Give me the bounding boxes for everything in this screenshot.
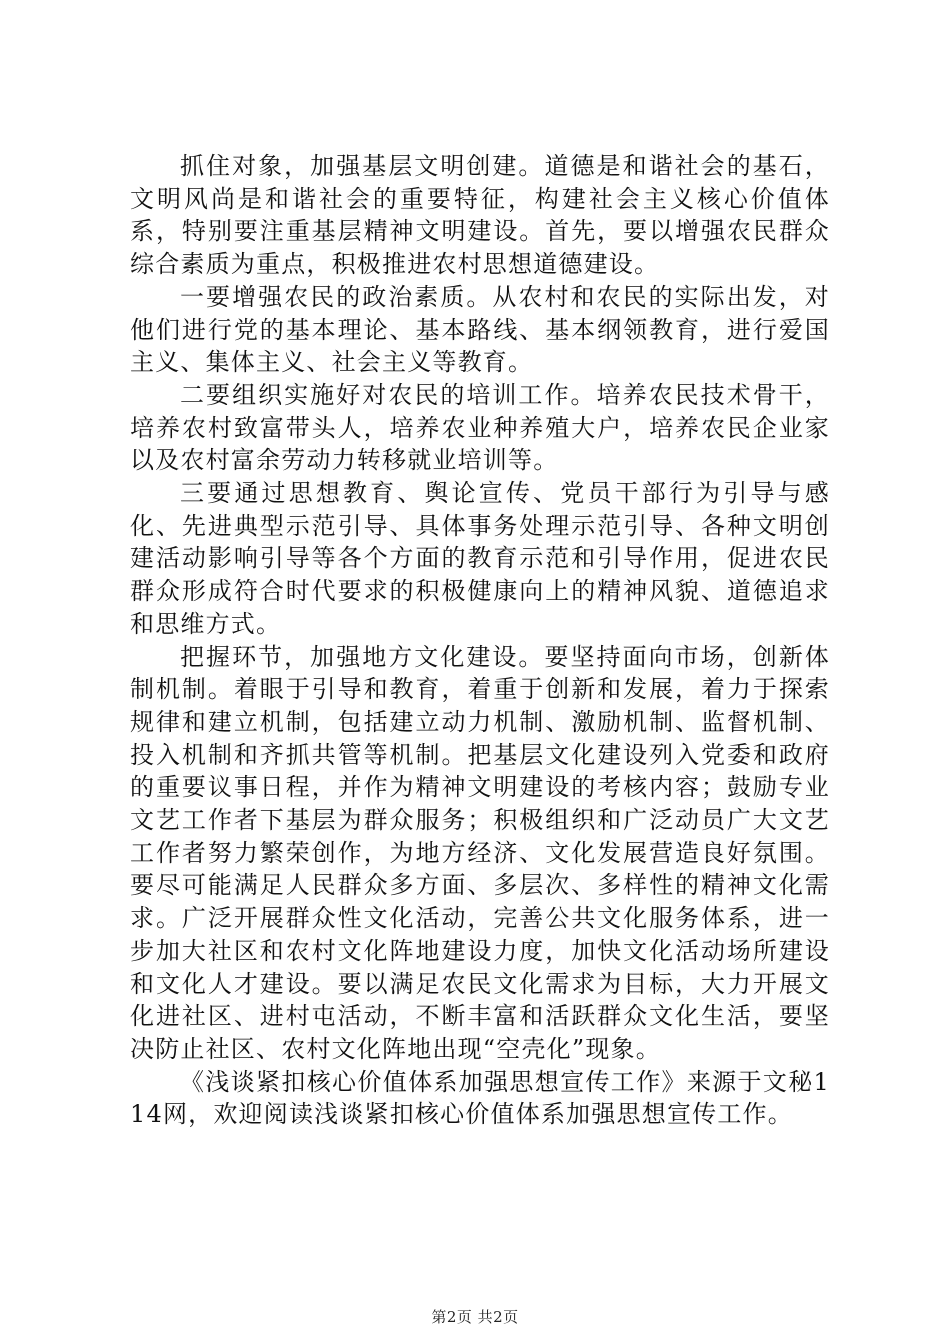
paragraph-2: 一要增强农民的政治素质。从农村和农民的实际出发，对他们进行党的基本理论、基本路线、基本纲领教育，进行爱国主义、集体主义、社会主义等教育。 xyxy=(130,282,830,377)
paragraph-5: 把握环节，加强地方文化建设。要坚持面向市场，创新体制机制。着眼于引导和教育，着重于创新和发展，着力于探索规律和建立机制，包括建立动力机制、激励机制、监督机制、投入机制和齐抓共管等机制。把基层文化建设列入党委和政府的重要议事日程，并作为精神文明建设的考核内容；鼓励专业文艺工作者下基层为群众服务；积极组织和广泛动员广大文艺工作者努力繁荣创作，为地方经济、文化发展营造良好氛围。要尽可能满足人民群众多方面、多层次、多样性的精神文化需求。广泛开展群众性文化活动，完善公共文化服务体系，进一步加大社区和农村文化阵地建设力度，加快文化活动场所建设和文化人才建设。要以满足农民文化需求为目标，大力开展文化进社区、进村屯活动，不断丰富和活跃群众文化生活，要坚决防止社区、农村文化阵地出现“空壳化”现象。 xyxy=(130,642,830,1063)
document-body xyxy=(130,150,830,1131)
paragraph-1: 抓住对象，加强基层文明创建。道德是和谐社会的基石，文明风尚是和谐社会的重要特征，构建社会主义核心价值体系，特别要注重基层精神文明建设。首先，要以增强农民群众综合素质为重点，积极推进农村思想道德建设。 xyxy=(130,152,830,279)
paragraph-3: 二要组织实施好对农民的培训工作。培养农民技术骨干，培养农村致富带头人，培养农业种养殖大户，培养农民企业家以及农村富余劳动力转移就业培训等。 xyxy=(130,380,830,475)
paragraph-4: 三要通过思想教育、舆论宣传、党员干部行为引导与感化、先进典型示范引导、具体事务处理示范引导、各种文明创建活动影响引导等各个方面的教育示范和引导作用，促进农民群众形成符合时代要求的积极健康向上的精神风貌、道德追求和思维方式。 xyxy=(130,479,830,638)
page-number-footer: 第2页 共2页 xyxy=(431,1308,519,1326)
paragraph-6-source-note: 《浅谈紧扣核心价值体系加强思想宣传工作》来源于文秘114网，欢迎阅读浅谈紧扣核心价值体系加强思想宣传工作。 xyxy=(130,1067,830,1129)
